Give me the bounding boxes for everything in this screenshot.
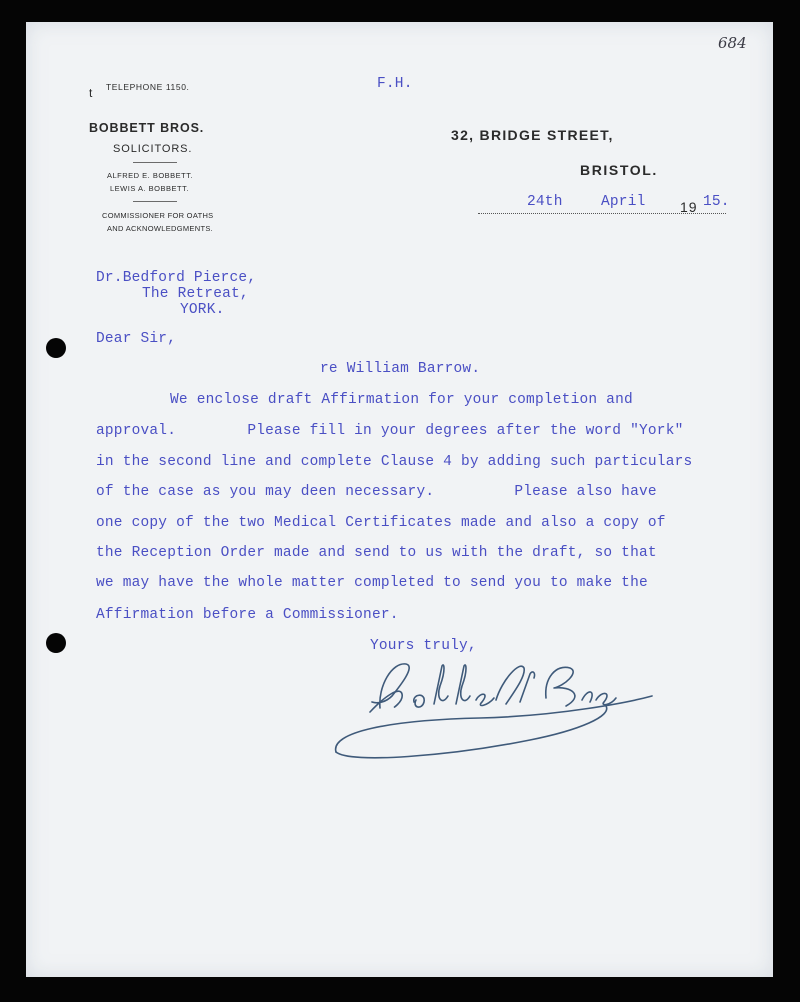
body-line: approval. Please fill in your degrees after the word "York" xyxy=(96,423,684,439)
recipient-institution: The Retreat, xyxy=(142,286,249,302)
city: BRISTOL. xyxy=(580,162,658,178)
date-year-prefix: 19 xyxy=(680,199,698,215)
telephone: TELEPHONE 1150. xyxy=(106,82,190,92)
commissioner-line-1: COMMISSIONER FOR OATHS xyxy=(102,211,214,220)
partner-lewis: LEWIS A. BOBBETT. xyxy=(110,184,189,193)
street-address: 32, BRIDGE STREET, xyxy=(451,127,614,143)
reference-initials: F.H. xyxy=(377,76,413,92)
letterhead-divider-2 xyxy=(133,201,177,202)
commissioner-line-2: AND ACKNOWLEDGMENTS. xyxy=(107,224,214,233)
recipient-city: YORK. xyxy=(180,302,225,318)
salutation: Dear Sir, xyxy=(96,331,177,347)
body-line: one copy of the two Medical Certificates made and also a copy of xyxy=(96,515,666,531)
punch-hole-top xyxy=(46,338,66,358)
recipient-name: Dr.Bedford Pierce, xyxy=(96,270,257,286)
letterhead-divider-1 xyxy=(133,162,177,163)
closing: Yours truly, xyxy=(370,638,477,654)
signature xyxy=(330,656,660,768)
date-year-suffix: 15. xyxy=(703,194,730,210)
body-line: in the second line and complete Clause 4 by adding such particulars xyxy=(96,454,693,470)
body-line: Affirmation before a Commissioner. xyxy=(96,607,399,623)
body-line: we may have the whole matter completed to send you to make the xyxy=(96,575,648,591)
punch-hole-bottom xyxy=(46,633,66,653)
firm-name: BOBBETT BROS. xyxy=(89,121,205,135)
archive-mark: 684 xyxy=(718,34,747,52)
partner-alfred: ALFRED E. BOBBETT. xyxy=(107,171,194,180)
profession: SOLICITORS. xyxy=(113,143,193,155)
subject-line: re William Barrow. xyxy=(320,361,481,377)
body-line: We enclose draft Affirmation for your completion and xyxy=(170,392,633,408)
date-line xyxy=(478,213,726,214)
body-line: of the case as you may deen necessary. Please also have xyxy=(96,484,657,500)
tick-mark: t xyxy=(89,86,93,100)
date-month: April xyxy=(601,194,646,210)
body-line: the Reception Order made and send to us with the draft, so that xyxy=(96,545,657,561)
date-day: 24th xyxy=(527,194,563,210)
